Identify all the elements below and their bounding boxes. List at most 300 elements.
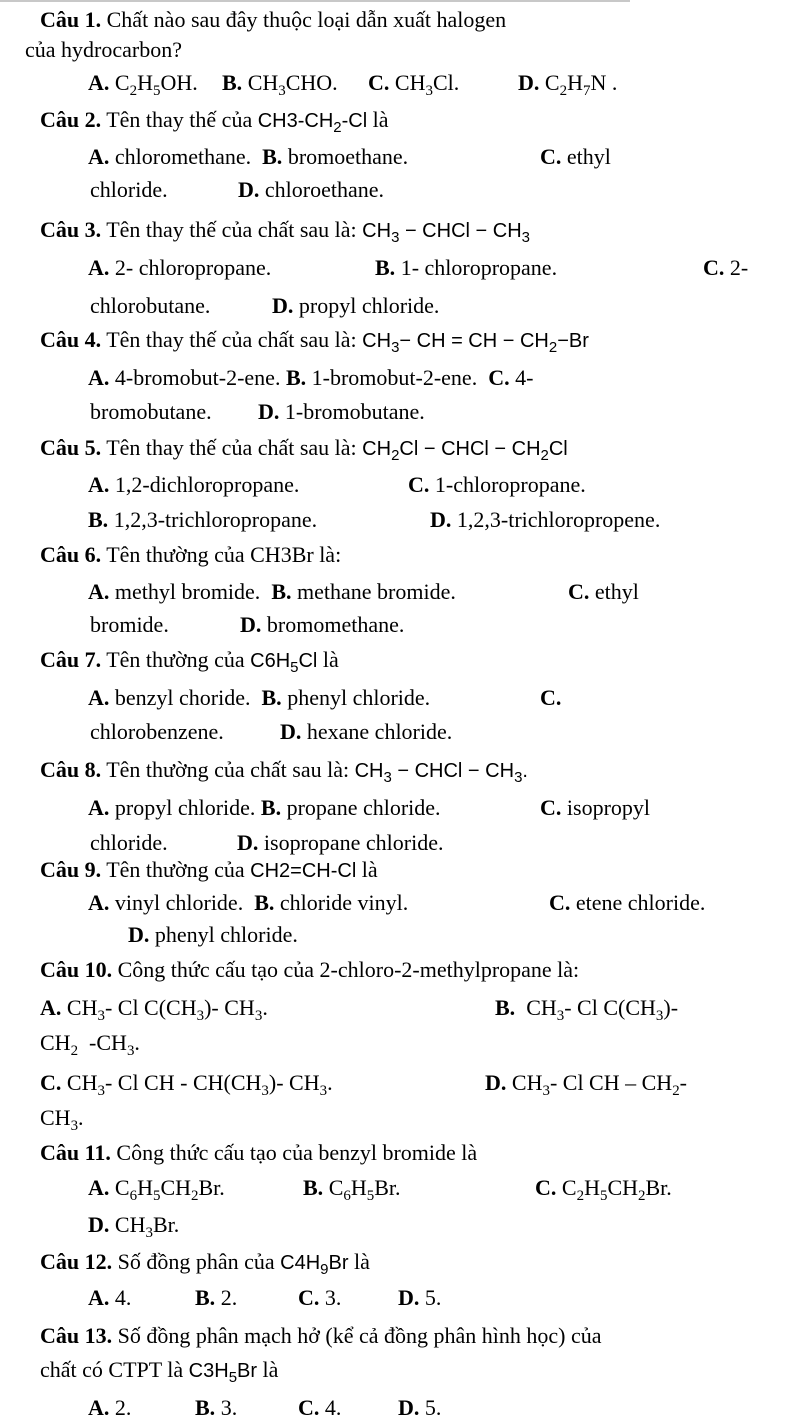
question-2-stem [40, 107, 389, 137]
text-segment: Tên thay thế của chất sau là: [101, 217, 363, 242]
question-7-line-2-part-2 [540, 685, 561, 711]
question-8-line-2-part-2 [540, 795, 650, 821]
text-segment: CH [40, 1105, 71, 1130]
label-text: D. [128, 922, 150, 947]
text-segment: 1-bromobutane. [279, 399, 425, 424]
text-segment: benzyl choride. [109, 685, 262, 710]
question-9-stem [40, 857, 378, 883]
text-segment: CH [40, 1030, 71, 1055]
text-segment: Tên thay thế của chất sau là: [101, 327, 363, 352]
subscript: 3 [521, 229, 530, 247]
subscript: 6 [129, 1188, 138, 1205]
subscript: 3 [254, 1008, 263, 1025]
text-segment: CH [61, 995, 98, 1020]
question-6-line-3-part-2 [240, 612, 404, 638]
text-segment: là [348, 1249, 370, 1274]
label-text: A. [88, 1395, 110, 1420]
question-12-stem [40, 1249, 370, 1279]
subscript: 5 [290, 659, 299, 677]
text-segment: Cl [548, 438, 568, 460]
text-segment: )- CH [204, 995, 255, 1020]
subscript: 3 [70, 1118, 79, 1135]
subscript: 3 [542, 1083, 550, 1100]
text-segment: methane bromide. [291, 579, 456, 604]
text-segment: C4H [280, 1252, 321, 1274]
text-segment: Cl − CHCl − CH [399, 438, 541, 460]
subscript: 3 [391, 229, 400, 247]
text-segment: CH [362, 438, 392, 460]
label-text: A. [88, 255, 110, 280]
subscript: 3 [196, 1008, 205, 1025]
question-10-line-2-part-2 [495, 995, 679, 1025]
subscript: 5 [366, 1188, 375, 1205]
text-segment: H [350, 1175, 367, 1200]
label-text: Câu 10. [40, 957, 113, 982]
label-text: A. [88, 890, 110, 915]
label-text: B. [261, 685, 282, 710]
text-segment: là [367, 107, 389, 132]
text-segment: 5. [419, 1395, 442, 1420]
text-segment: C [323, 1175, 344, 1200]
text-segment: bromoethane. [282, 144, 409, 169]
label-text: C. [488, 365, 510, 390]
subscript: 3 [278, 83, 286, 100]
text-segment: CH [607, 1175, 638, 1200]
question-1-line-3-part-3 [368, 70, 460, 100]
label-text: Câu 9. [40, 857, 102, 882]
question-2-line-3-part-1 [90, 177, 168, 203]
label-text: Câu 6. [40, 542, 102, 567]
label-text: B. [303, 1175, 324, 1200]
question-8-line-2-part-1 [88, 795, 441, 821]
label-text: Câu 5. [40, 435, 102, 460]
question-13-line-3-part-3 [298, 1395, 341, 1421]
label-text: B. [254, 890, 275, 915]
label-text: A. [88, 365, 110, 390]
question-13-stem [40, 1323, 602, 1349]
text-segment: propyl chloride. [293, 293, 440, 318]
subscript: 3 [97, 1008, 105, 1025]
question-10-line-3-part-1 [40, 1030, 140, 1060]
text-segment: CH [515, 995, 557, 1020]
question-10-line-4-part-1 [40, 1070, 333, 1100]
text-segment: 4-bromobut-2-ene. [109, 365, 286, 390]
text-segment: Br. [645, 1175, 672, 1200]
text-segment: 1-bromobut-2-ene. [306, 365, 489, 390]
text-segment: . [134, 1030, 140, 1055]
question-11-line-3-part-1 [88, 1212, 180, 1242]
question-5-stem [40, 435, 568, 465]
text-segment: -Cl [341, 110, 368, 132]
label-text: A. [88, 579, 110, 604]
text-segment: 3. [319, 1285, 342, 1310]
label-text: D. [485, 1070, 507, 1095]
text-segment: − CHCl − CH [399, 220, 522, 242]
text-segment: CH [362, 220, 392, 242]
label-text: Câu 4. [40, 327, 102, 352]
subscript: 2 [548, 339, 558, 357]
text-segment: phenyl chloride. [281, 685, 431, 710]
question-3-line-2-part-2 [375, 255, 557, 281]
question-13-line-2-part-1 [40, 1357, 279, 1387]
question-4-line-3-part-1 [90, 399, 212, 425]
text-segment: CH [362, 330, 392, 352]
text-segment: )- [663, 995, 679, 1020]
subscript: 3 [145, 1225, 153, 1242]
text-segment: chlorobenzene. [90, 719, 224, 744]
text-segment: Số đồng phân mạch hở (kể cả đồng phân hình học) của [112, 1323, 602, 1348]
question-10-stem [40, 957, 579, 983]
label-text: A. [88, 70, 110, 95]
question-9-line-3-part-1 [128, 922, 298, 948]
question-1-stem [40, 7, 506, 33]
question-3-line-3-part-2 [272, 293, 439, 319]
text-segment: chlorobutane. [90, 293, 211, 318]
question-10-line-2-part-1 [40, 995, 268, 1025]
label-text: D. [238, 177, 260, 202]
text-segment: Tên thay thế của chất sau là: [101, 435, 363, 460]
label-text: C. [298, 1285, 320, 1310]
question-4-stem [40, 327, 589, 357]
text-segment: của hydrocarbon? [25, 37, 182, 62]
label-text: C. [540, 144, 562, 169]
label-text: C. [568, 579, 590, 604]
subscript: 7 [582, 83, 591, 100]
text-segment: isopropyl [561, 795, 651, 820]
text-segment: Tên thay thế của [101, 107, 258, 132]
subscript: 5 [228, 1369, 238, 1387]
text-segment: là [257, 1357, 279, 1382]
text-segment: Tên thường của CH3Br là: [101, 542, 342, 567]
text-segment: là [356, 857, 378, 882]
text-segment: CH [160, 1175, 191, 1200]
subscript: 5 [599, 1188, 608, 1205]
text-segment: Cl. [432, 70, 460, 95]
subscript: 2 [672, 1083, 680, 1100]
label-text: A. [40, 995, 62, 1020]
question-12-line-2-part-4 [398, 1285, 441, 1311]
label-text: A. [88, 1285, 110, 1310]
text-segment: 5. [419, 1285, 442, 1310]
label-text: D. [398, 1395, 420, 1420]
label-text: D. [398, 1285, 420, 1310]
text-segment: −Br [557, 330, 589, 352]
label-text: Câu 11. [40, 1140, 111, 1165]
label-text: B. [195, 1395, 216, 1420]
label-text: B. [88, 507, 109, 532]
question-3-line-2-part-3 [703, 255, 748, 281]
subscript: 9 [320, 1261, 329, 1279]
question-1-line-3-part-1 [88, 70, 198, 100]
text-segment: H [567, 70, 583, 95]
question-2-line-3-part-2 [238, 177, 384, 203]
text-segment: . [262, 995, 268, 1020]
subscript: 2 [540, 447, 549, 465]
question-10-line-5-part-1 [40, 1105, 84, 1135]
text-segment: 2. [215, 1285, 238, 1310]
text-segment: Br. [374, 1175, 401, 1200]
subscript: 3 [425, 83, 433, 100]
text-segment: vinyl chloride. [109, 890, 255, 915]
text-segment: C [109, 1175, 130, 1200]
subscript: 5 [152, 1188, 161, 1205]
text-segment: propyl chloride. [109, 795, 261, 820]
question-2-line-2-part-1 [88, 144, 408, 170]
label-text: D. [272, 293, 294, 318]
question-12-line-2-part-2 [195, 1285, 237, 1311]
label-text: D. [88, 1212, 110, 1237]
question-7-line-3-part-1 [90, 719, 224, 745]
text-segment: isopropane chloride. [258, 830, 444, 855]
text-segment: )- CH [268, 1070, 320, 1095]
label-text: D. [280, 719, 302, 744]
text-segment: Br. [152, 1212, 180, 1237]
question-2-line-2-part-2 [540, 144, 611, 170]
label-text: C. [540, 795, 562, 820]
label-text: B. [262, 144, 283, 169]
subscript: 2 [638, 1188, 646, 1205]
text-segment: C3H [188, 1360, 229, 1382]
question-10-line-4-part-2 [485, 1070, 687, 1100]
text-segment: là [317, 647, 339, 672]
question-7-stem [40, 647, 339, 677]
text-segment: CHO. [285, 70, 338, 95]
label-text: B. [260, 795, 282, 820]
text-segment: chloroethane. [259, 177, 384, 202]
text-segment: propane chloride. [281, 795, 441, 820]
text-segment: CH [389, 70, 426, 95]
text-segment: bromobutane. [90, 399, 212, 424]
label-text: Câu 7. [40, 647, 102, 672]
label-text: A. [88, 1175, 110, 1200]
label-text: A. [88, 685, 110, 710]
text-segment: chất có CTPT là [40, 1357, 189, 1382]
text-segment: hexane chloride. [301, 719, 453, 744]
text-segment: Tên thường của [101, 647, 251, 672]
text-segment: OH. [160, 70, 198, 95]
text-segment: H [137, 1175, 153, 1200]
label-text: C. [40, 1070, 62, 1095]
text-segment: CH [354, 760, 384, 782]
question-1-line-2-part-1 [25, 37, 182, 63]
label-text: B. [195, 1285, 216, 1310]
label-text: B. [495, 995, 516, 1020]
text-segment: 2- [724, 255, 749, 280]
question-9-line-2-part-1 [88, 890, 408, 916]
text-segment: H [584, 1175, 600, 1200]
text-segment: Số đồng phân của [112, 1249, 281, 1274]
text-segment: 2- chloropropane. [109, 255, 272, 280]
text-segment: - Cl CH - CH(CH [104, 1070, 262, 1095]
top-border [0, 0, 630, 2]
text-segment: . [327, 1070, 333, 1095]
subscript: 3 [514, 769, 523, 787]
text-segment: - Cl C(CH [104, 995, 197, 1020]
label-text: A. [88, 795, 110, 820]
subscript: 3 [319, 1083, 328, 1100]
label-text: Câu 1. [40, 7, 102, 32]
text-segment: bromomethane. [261, 612, 405, 637]
question-8-stem [40, 757, 528, 787]
question-11-stem [40, 1140, 477, 1166]
label-text: C. [368, 70, 390, 95]
subscript: 3 [261, 1083, 269, 1100]
question-11-line-2-part-2 [303, 1175, 401, 1205]
question-11-line-2-part-3 [535, 1175, 672, 1205]
text-segment: C6H [250, 650, 291, 672]
text-segment: CH [242, 70, 279, 95]
label-text: Câu 2. [40, 107, 102, 132]
text-segment: chloromethane. [109, 144, 263, 169]
text-segment: . [522, 760, 528, 782]
question-5-line-3-part-1 [88, 507, 317, 533]
text-segment: C [109, 70, 130, 95]
question-6-line-2-part-2 [568, 579, 639, 605]
text-segment: chloride vinyl. [274, 890, 409, 915]
subscript: 3 [556, 1008, 565, 1025]
question-3-stem [40, 217, 530, 247]
label-text: D. [237, 830, 259, 855]
question-1-line-3-part-4 [518, 70, 618, 100]
text-segment: - [679, 1070, 687, 1095]
question-12-line-2-part-3 [298, 1285, 341, 1311]
text-segment: chloride. [90, 177, 168, 202]
question-5-line-3-part-2 [430, 507, 660, 533]
text-segment: 2. [109, 1395, 132, 1420]
text-segment: etene chloride. [570, 890, 706, 915]
label-text: B. [375, 255, 396, 280]
label-text: A. [88, 472, 110, 497]
text-segment: phenyl chloride. [149, 922, 298, 947]
question-13-line-3-part-4 [398, 1395, 441, 1421]
label-text: Câu 8. [40, 757, 102, 782]
label-text: C. [408, 472, 430, 497]
text-segment: CH [506, 1070, 543, 1095]
text-segment: bromide. [90, 612, 169, 637]
question-6-line-2-part-1 [88, 579, 456, 605]
text-segment: H [137, 70, 153, 95]
question-13-line-3-part-1 [88, 1395, 131, 1421]
text-segment: CH3-CH [257, 110, 334, 132]
question-11-line-2-part-1 [88, 1175, 225, 1205]
text-segment: Công thức cấu tạo của 2-chloro-2-methylpropane là: [112, 957, 580, 982]
text-segment: - Cl C(CH [564, 995, 656, 1020]
question-3-line-2-part-1 [88, 255, 271, 281]
text-segment: − CH = CH − CH [399, 330, 549, 352]
text-segment: - Cl CH – CH [549, 1070, 673, 1095]
subscript: 2 [559, 83, 568, 100]
question-9-line-2-part-2 [549, 890, 705, 916]
label-text: C. [540, 685, 562, 710]
subscript: 6 [343, 1188, 351, 1205]
text-segment: 1,2-dichloropropane. [109, 472, 300, 497]
text-segment: . [78, 1105, 84, 1130]
question-8-line-3-part-2 [237, 830, 444, 856]
question-8-line-3-part-1 [90, 830, 168, 856]
subscript: 2 [129, 83, 138, 100]
text-segment: Chất nào sau đây thuộc loại dẫn xuất halogen [101, 7, 507, 32]
subscript: 2 [576, 1188, 585, 1205]
question-6-stem [40, 542, 341, 568]
text-segment: Br [328, 1252, 349, 1274]
subscript: 3 [126, 1043, 135, 1060]
text-segment: 1- chloropropane. [395, 255, 558, 280]
text-segment: N . [590, 70, 618, 95]
question-13-line-3-part-2 [195, 1395, 237, 1421]
question-1-line-3-part-2 [222, 70, 338, 100]
label-text: C. [703, 255, 725, 280]
text-segment: 1,2,3-trichloropropane. [108, 507, 318, 532]
label-text: B. [271, 579, 292, 604]
question-12-line-2-part-1 [88, 1285, 131, 1311]
question-4-line-2-part-1 [88, 365, 533, 391]
subscript: 2 [391, 447, 400, 465]
label-text: D. [518, 70, 540, 95]
question-5-line-2-part-1 [88, 472, 299, 498]
label-text: D. [430, 507, 452, 532]
text-segment: 4. [109, 1285, 132, 1310]
label-text: A. [88, 144, 110, 169]
label-text: Câu 3. [40, 217, 102, 242]
question-3-line-3-part-1 [90, 293, 210, 319]
text-segment: − CHCl − CH [391, 760, 515, 782]
text-segment: 4. [319, 1395, 342, 1420]
subscript: 5 [152, 83, 161, 100]
text-segment: methyl bromide. [109, 579, 272, 604]
question-5-line-2-part-2 [408, 472, 586, 498]
text-segment: Br. [198, 1175, 225, 1200]
label-text: B. [222, 70, 243, 95]
text-segment: chloride. [90, 830, 168, 855]
text-segment: 1-chloropropane. [429, 472, 586, 497]
subscript: 3 [655, 1008, 664, 1025]
text-segment: ethyl [589, 579, 639, 604]
subscript: 3 [97, 1083, 105, 1100]
text-segment: Tên thường của chất sau là: [101, 757, 355, 782]
subscript: 2 [70, 1043, 79, 1060]
label-text: Câu 12. [40, 1249, 113, 1274]
question-7-line-2-part-1 [88, 685, 430, 711]
text-segment: Công thức cấu tạo của benzyl bromide là [110, 1140, 478, 1165]
question-4-line-3-part-2 [258, 399, 425, 425]
text-segment: CH [109, 1212, 146, 1237]
question-7-line-3-part-2 [280, 719, 452, 745]
text-segment: Cl [298, 650, 318, 672]
subscript: 2 [333, 119, 342, 137]
text-segment: ethyl [561, 144, 611, 169]
label-text: C. [535, 1175, 557, 1200]
subscript: 3 [391, 339, 400, 357]
question-6-line-3-part-1 [90, 612, 169, 638]
text-segment: Tên thường của [101, 857, 251, 882]
label-text: B. [285, 365, 307, 390]
label-text: Câu 13. [40, 1323, 113, 1348]
text-segment: C [556, 1175, 577, 1200]
subscript: 2 [191, 1188, 199, 1205]
text-segment: CH [61, 1070, 98, 1095]
text-segment: -CH [78, 1030, 127, 1055]
text-segment: C [539, 70, 560, 95]
label-text: D. [258, 399, 280, 424]
text-segment: CH2=CH-Cl [250, 860, 357, 882]
text-segment: 3. [215, 1395, 238, 1420]
label-text: C. [298, 1395, 320, 1420]
text-segment: 1,2,3-trichloropropene. [451, 507, 661, 532]
subscript: 3 [383, 769, 392, 787]
label-text: D. [240, 612, 262, 637]
text-segment: 4- [509, 365, 534, 390]
label-text: C. [549, 890, 571, 915]
